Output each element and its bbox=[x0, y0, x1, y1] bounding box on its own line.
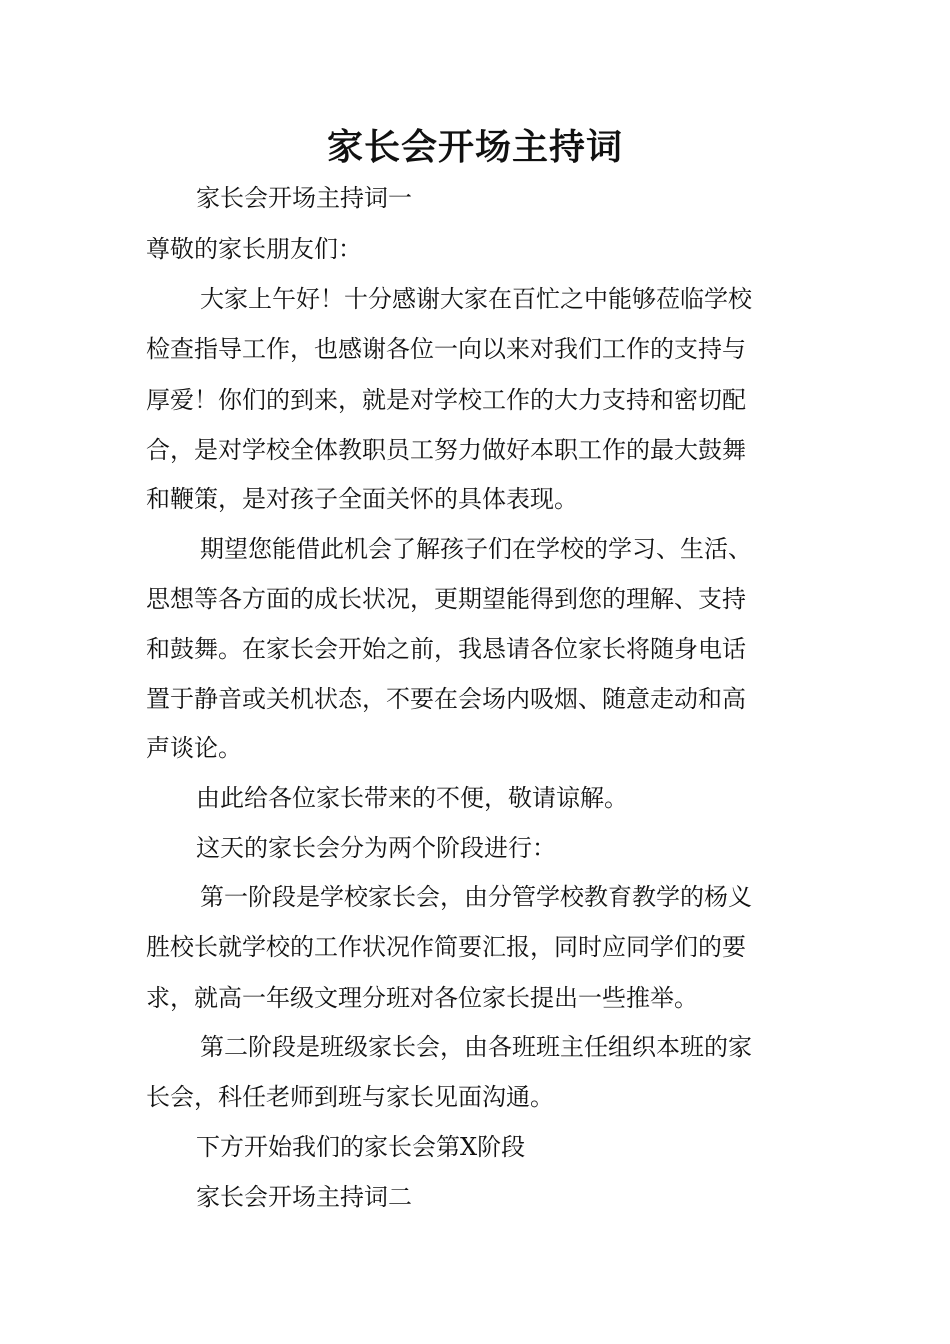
paragraph-line: 求，就高一年级文理分班对各位家长提出一些推举。 bbox=[146, 984, 698, 1012]
paragraph-line: 这天的家长会分为两个阶段进行： bbox=[196, 834, 556, 862]
paragraph-line: 大家上午好！十分感谢大家在百忙之中能够莅临学校 bbox=[200, 285, 752, 313]
paragraph-line: 第二阶段是班级家长会，由各班班主任组织本班的家 bbox=[200, 1033, 752, 1061]
paragraph-line: 检查指导工作，也感谢各位一向以来对我们工作的支持与 bbox=[146, 335, 746, 363]
paragraph-line: 和鞭策，是对孩子全面关怀的具体表现。 bbox=[146, 485, 578, 513]
paragraph-line: 厚爱！你们的到来，就是对学校工作的大力支持和密切配 bbox=[146, 386, 746, 414]
paragraph-line: 期望您能借此机会了解孩子们在学校的学习、生活、 bbox=[200, 535, 752, 563]
section-heading-1: 家长会开场主持词一 bbox=[196, 184, 412, 212]
paragraph-line: 合，是对学校全体教职员工努力做好本职工作的最大鼓舞 bbox=[146, 436, 746, 464]
paragraph-line: 胜校长就学校的工作状况作简要汇报，同时应同学们的要 bbox=[146, 933, 746, 961]
paragraph-line: 思想等各方面的成长状况，更期望能得到您的理解、支持 bbox=[146, 585, 746, 613]
paragraph-line: 和鼓舞。在家长会开始之前，我恳请各位家长将随身电话 bbox=[146, 635, 746, 663]
document-title: 家长会开场主持词 bbox=[326, 127, 623, 168]
paragraph-line: 第一阶段是学校家长会，由分管学校教育教学的杨义 bbox=[200, 883, 752, 911]
paragraph-line: 声谈论。 bbox=[146, 734, 242, 762]
paragraph-line: 由此给各位家长带来的不便，敬请谅解。 bbox=[196, 784, 628, 812]
greeting: 尊敬的家长朋友们： bbox=[146, 235, 362, 263]
paragraph-line: 下方开始我们的家长会第Ⅹ阶段 bbox=[196, 1133, 526, 1161]
paragraph-line: 长会，科任老师到班与家长见面沟通。 bbox=[146, 1083, 554, 1111]
paragraph-line: 置于静音或关机状态，不要在会场内吸烟、随意走动和高 bbox=[146, 685, 746, 713]
section-heading-2: 家长会开场主持词二 bbox=[196, 1183, 412, 1211]
